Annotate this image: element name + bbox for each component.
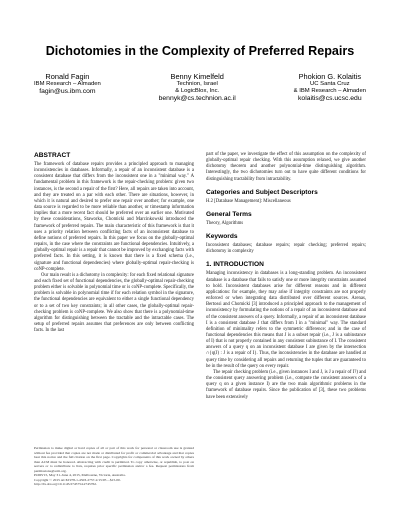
introduction-paragraph: Managing inconsistency in databases is a long-standing problem. An inconsistent database is a database that fails to satisfy one or more integrity constraints assumed to hold. Inconsistent databases arise for different reasons and in different applications: for example, they may arise if integrity constraints are not properly enforced or when integrating data distributed over different sources. Arenas, Bertossi and Chomicki [3] introduced a principled approach to the management of inconsistency by formulating the notions of a repair of an inconsistent database and of the consistent answers of a query. Informally, a repair of an inconsistent database I is a consistent database J that differs from I in a "minimal" way. The standard definition of minimality refers to the symmetric difference; and in the case of functional dependencies this means that J is a subset repair (i.e., J is a subinstance of I) that is not properly contained in any consistent subinstance of I. The consistent answers of a query q on an inconsistent database I are given by the intersection ∩{q(J) : J is a repair of I}. Thus, the inconsistencies in the database are handled at query time by considering all repairs and returning the tuples that are guaranteed to be in the result of the query on every repair. (206, 271, 366, 369)
abstract-paragraph: Our main result is a dichotomy in complexity: for each fixed relational signature and each fixed set of functional dependencies, the globally-optimal repair-checking problem either is solvable in polynomial time or is coNP-complete. Specifically, the problem is solvable in polynomial time if for each relation symbol in the signature, the functional dependencies are equivalent to either a single functional dependency or to a set of two key constraints; in all other cases, the globally-optimal repair-checking problem is coNP-complete. We also show that there is a polynomial-time algorithm for distinguishing between the tractable and the intractable cases. The setup of preferred repairs assumes that preferences are only between conflicting facts. In the last (34, 272, 195, 334)
author-2 (159, 72, 236, 104)
categories-text: H.2 [Database Management]: Miscellaneous (206, 198, 291, 204)
abstract-paragraph: The framework of database repairs provides a principled approach to managing inconsistencies in databases. Informally, a repair of an inconsistent database is a consistent database that differs from the inconsistent one in a "minimal way." A fundamental problem in this framework is the repair-checking problem: given two instances, is the second a repair of the first? Here, all repairs are taken into account, and they are treated on a par with each other. There are situations, however, in which it is natural and desired to prefer one repair over another; for example, one data source is regarded to be more reliable than another, or timestamp information implies that a more recent fact should be preferred over an earlier one. Motivated by these considerations, Staworko, Chomicki and Marcinkowski introduced the framework of preferred repairs. The main characteristic of this framework is that it uses a priority relation between conflicting facts of an inconsistent database to define notions of preferred repairs. In this paper we focus on the globally-optimal repairs, in the case where the constraints are functional dependencies. Intuitively, a globally-optimal repair is a repair that cannot be improved by exchanging facts with preferred facts. In this setting, it is known that there is a fixed schema (i.e., signature and functional dependencies) where globally-optimal repair-checking is coNP-complete. (34, 162, 194, 272)
general-terms-heading: General Terms (206, 210, 252, 218)
two-column-body (34, 152, 366, 401)
author-email: bennyk@cs.technion.ac.il (158, 95, 236, 103)
general-terms-text: Theory, Algorithms (206, 220, 244, 226)
copyright-line: Copyright © 2015 ACM 978-1-4503-2757-2/15/05 ...$15.00. (34, 477, 121, 482)
author-name: Ronald Fagin (45, 72, 90, 81)
introduction-heading: 1. INTRODUCTION (206, 261, 264, 269)
author-affiliation: Technion, Israel (176, 81, 218, 87)
author-email: fagin@us.ibm.com (39, 88, 96, 96)
copyright-footnote (34, 446, 194, 487)
doi-line: http://dx.doi.org/10.1145/2745754.2745762. (34, 482, 97, 487)
author-1 (34, 72, 101, 104)
keywords-heading: Keywords (206, 233, 238, 241)
author-affiliation: UC Santa Cruz (310, 81, 350, 87)
left-column (34, 152, 194, 401)
author-affiliation: & IBM Research – Almaden (293, 88, 366, 95)
author-3 (294, 72, 366, 104)
author-affiliation: IBM Research – Almaden (34, 81, 101, 87)
introduction-paragraph: The repair checking problem (i.e., given instances I and J, is J a repair of I?) and the consistent query answering problem (i.e., compute the consistent answers of a query q on a given instance I) are the two main algorithmic problems in the framework of database repairs. Since the publication of [3], these two problems have been extensively (206, 369, 366, 400)
author-affiliation: & LogicBlox, Inc. (175, 88, 220, 95)
abstract-continuation: part of the paper, we investigate the effect of this assumption on the complexity of globally-optimal repair checking. With this assumption relaxed, we give another dichotomy theorem and another polynomial-time distinguishing algorithm. Interestingly, the two dichotomies turn out to have quite different conditions for distinguishing tractability from intractability. (206, 152, 366, 182)
right-column (206, 152, 366, 401)
keywords-text: Inconsistent databases; database repairs; repair checking; preferred repairs; dichotomy in complexity (206, 243, 366, 255)
author-name: Phokion G. Kolaitis (298, 72, 362, 81)
permission-notice: Permission to make digital or hard copies of all or part of this work for personal or classroom use is granted without fee provided that copies are not made or distributed for profit or commercial advantage and that copies bear this notice and the full citation on the first page. Copyrights for components of this work owned by others than ACM must be honored. Abstracting with credit is permitted. To copy otherwise, or republish, to post on servers or to redistribute to lists, requires prior specific permission and/or a fee. Request permissions from permissions@acm.org. (34, 446, 194, 473)
author-name: Benny Kimelfeld (170, 72, 224, 81)
abstract-heading: ABSTRACT (34, 152, 71, 159)
categories-heading: Categories and Subject Descriptors (206, 188, 318, 196)
author-block (34, 72, 366, 104)
author-email: kolaitis@cs.ucsc.edu (298, 95, 362, 103)
paper-title: Dichotomies in the Complexity of Preferred Repairs (45, 44, 355, 58)
conference-line: PODS'15, May 31–June 4, 2015, Melbourne, Victoria, Australia. (34, 473, 126, 478)
